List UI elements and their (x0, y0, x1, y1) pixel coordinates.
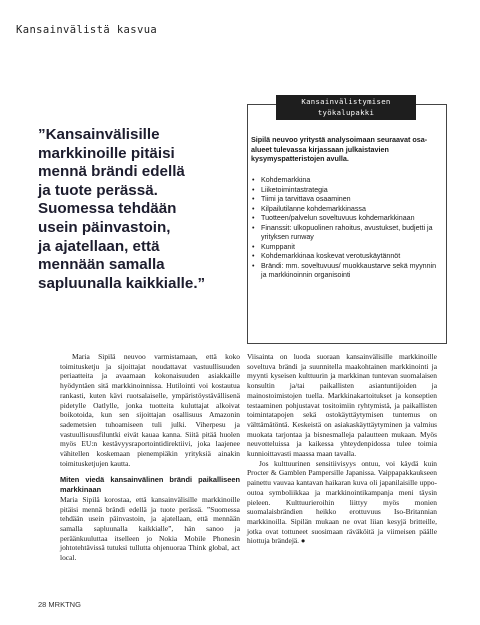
bullet-icon: • (252, 195, 255, 203)
list-item: • Brändi: mm. soveltuvuus/ muokkaustarve sekä myynnin ja markkinoinnin organisointi (252, 261, 437, 279)
body-column-right (247, 352, 437, 546)
list-item: • Tiimi ja tarvittava osaaminen (252, 195, 351, 203)
list-item: • Tuotteen/palvelun soveltuvuus kohdemarkkinaan (252, 214, 415, 222)
body-paragraph: Jos kulttuurinen sensitiivisyys ontuu, voi käydä kuin Procter & Gamblen Pampersille Japanissa. Vaippapakkaukseen painettu vauvaa kantavan haikaran kuva oli japanilaisille uppo-outoa symboliikkaa ja markkinointikampanja meni täysin pieleen. Kulttuurieroihin liittyy myös monien suomalaisbrändien heikko erottuvuus Iso-Britannian markkinoilla. Sipilän mukaan ne ovat liian kesyjä britteille, jotka ovat tottuneet suosimaan räväköitä ja viimeisen päälle hiottuja brändejä. ● (247, 458, 437, 546)
body-paragraph: Maria Sipilä korostaa, että kansainvälisille markkinoille pitäisi mennä brändi edellä ja tuote perässä. ”Suomessa tehdään usein päinvastoin, ja ajatellaan, että mennään samalla sapluunalla kaikkialle”, hän sanoo ja peräänkuuluttaa itselleen jo Nokia Mobile Phonesin johtotehtävissä tutuksi tullutta ohjenuoraa Think global, act local. (60, 494, 240, 563)
bullet-icon: • (252, 223, 255, 232)
bullet-icon: • (252, 185, 255, 194)
body-paragraph: Viisainta on luoda suoraan kansainvälisille markkinoille soveltuva brändi ja suunnitella maakohtainen markkinointi ja myynti kyseisen kulttuurin ja markkinan tuntevan suomalaisen konsultin ja/tai paikallisten asiantuntijoiden ja mainostoimistojen tuella. Markkinakartoitukset ja konseptien testaaminen pohjustavat tositoimiin ryhtymistä, ja paikallisten toimintatapojen sekä ostokäyttäytymisen tuntemus on välttämätöntä. Keskeistä on asiakaskäyttäytyminen ja valmius muokata tarjontaa ja bisnesmalleja palautteen mukaan. Myös neuvotteluissa ja kaikessa yhteydenpidossa tulee toimia kunnioittavasti maassa maan tavalla. (247, 352, 437, 459)
list-item: • Kohdemarkkina (252, 176, 311, 184)
bullet-icon: • (252, 252, 255, 260)
bullet-icon: • (252, 261, 255, 270)
list-item: • Kumppanit (252, 242, 295, 251)
subheading: Miten viedä kansainvälinen brändi paikalliseen markkinaan (60, 475, 240, 495)
toolkit-box-title (276, 95, 416, 120)
page-footer: 28 MRKTNG (38, 600, 81, 609)
list-item: • Finanssit: ulkopuolinen rahoitus, avustukset, budjetti ja yrityksen runway (252, 223, 433, 241)
toolkit-list (251, 176, 443, 281)
bullet-icon: • (252, 204, 255, 213)
bullet-icon: • (252, 214, 255, 222)
bullet-icon: • (252, 176, 255, 184)
toolkit-title-line1: Kansainvälistymisen (301, 97, 391, 106)
list-item: • Kilpailutilanne kohdemarkkinassa (252, 204, 366, 213)
body-paragraph: Maria Sipilä neuvoo varmistamaan, että koko toimitusketju ja sijoittajat noudattavat vastuullisuuden periaatteita ja avaamaan kokonaisuuden asiakkaille hyödyntäen sitä markkinoinnissa. Hutilointi voi kostautua rankasti, kuten kävi ruotsalaiselle, ympäristöystävällisenä pidetylle Oatlylle, jonka tuotteita kuluttajat alkoivat boikotoida, kun sen sijoittajan osallisuus Amazonin sademetsien tuhoamiseen tuli julki. Viherpesu ja vastuullisuusfiluntki eivät kauaa kanna. Siitä pitää huolen myös EU:n kestävyysraportointidirektiivi, joka laajenee vähitellen koskemaan pienempiäkin yrityksiä ainakin toimitusketjujen kautta. (60, 352, 240, 468)
list-item: • Kohdemarkkinaa koskevat verotuskäytännöt (252, 252, 401, 260)
section-label: Kansainvälistä kasvua (16, 24, 158, 36)
pull-quote: ”Kansainvälisille markkinoille pitäisi mennä brändi edellä ja tuote perässä. Suomessa tehdään usein päinvastoin, ja ajatellaan, että mennään samalla sapluunalla kaikkialle.” (38, 126, 206, 292)
bullet-icon: • (252, 242, 255, 251)
toolkit-title-line2: työkalupakki (317, 108, 375, 117)
body-column-left (60, 352, 240, 563)
list-item: • Liiketoimintastrategia (252, 185, 328, 194)
toolkit-intro: Sipilä neuvoo yritystä analysoimaan seuraavat osa-alueet tulevassa kirjassaan julkaistavien kysymyspatteristojen avulla. (251, 135, 428, 164)
